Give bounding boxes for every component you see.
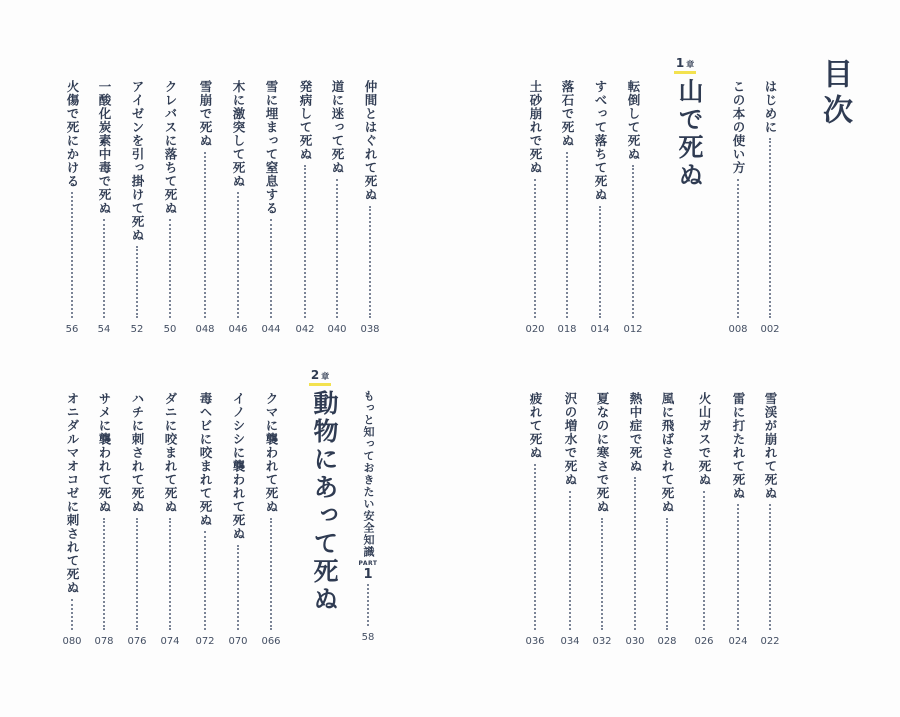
toc-entry-page: 034: [560, 636, 580, 647]
chapter-1-heading: [670, 56, 704, 190]
toc-entry[interactable]: [727, 80, 749, 335]
toc-entry-label: 火山ガスで死ぬ: [697, 392, 712, 487]
toc-entry[interactable]: [624, 392, 646, 647]
chapter-2-underline: [309, 383, 331, 386]
toc-entry[interactable]: [159, 80, 181, 335]
toc-entry-page: 072: [195, 636, 215, 647]
toc-entry-page: 044: [261, 324, 281, 335]
toc-entry[interactable]: [326, 80, 348, 335]
part-1-number: 1: [363, 567, 373, 582]
toc-entry-leader-dots: [103, 518, 105, 631]
toc-entry-label: クマに襲われて死ぬ: [264, 392, 279, 514]
toc-entry-page: 012: [623, 324, 643, 335]
toc-entry-leader-dots: [270, 219, 272, 318]
toc-entry-label: 一酸化炭素中毒で死ぬ: [97, 80, 112, 215]
toc-entry[interactable]: [194, 80, 216, 335]
chapter-1-number-value: 1: [675, 56, 685, 70]
toc-entry-label: ハチに刺されて死ぬ: [130, 392, 145, 514]
toc-entry[interactable]: [759, 80, 781, 335]
toc-entry-leader-dots: [204, 152, 206, 319]
toc-entry-label: 疲れて死ぬ: [528, 392, 543, 460]
toc-entry[interactable]: [260, 392, 282, 647]
toc-entry-leader-dots: [336, 179, 338, 319]
toc-entry[interactable]: [61, 392, 83, 647]
toc-entry-label: 土砂崩れで死ぬ: [528, 80, 543, 175]
toc-entry-leader-dots: [769, 504, 771, 630]
toc-entry-leader-dots: [204, 531, 206, 630]
chapter-1-title: 山で死ぬ: [675, 78, 704, 190]
toc-entry-page: 040: [327, 324, 347, 335]
toc-entry[interactable]: [294, 80, 316, 335]
toc-entry-page: 066: [261, 636, 281, 647]
toc-entry[interactable]: [227, 80, 249, 335]
toc-entry[interactable]: [589, 80, 611, 335]
toc-entry-leader-dots: [304, 165, 306, 318]
toc-entry-leader-dots: [634, 477, 636, 630]
chapter-2-title: 動物にあって死ぬ: [310, 390, 339, 614]
toc-entry-label: 雷に打たれて死ぬ: [731, 392, 746, 500]
toc-entry-leader-dots: [703, 491, 705, 631]
toc-entry-leader-dots: [369, 206, 371, 319]
toc-entry-page: 50: [163, 324, 177, 335]
toc-entry-label: アイゼンを引っ掛けて死ぬ: [130, 80, 145, 242]
toc-entry-label: サメに襲われて死ぬ: [97, 392, 112, 514]
toc-entry-label: 雪崩で死ぬ: [198, 80, 213, 148]
toc-entry-page: 014: [590, 324, 610, 335]
toc-entry-page: 002: [760, 324, 780, 335]
toc-entry[interactable]: [61, 80, 83, 335]
toc-entry-label: 仲間とはぐれて死ぬ: [363, 80, 378, 202]
toc-entry-label: 夏なのに寒さで死ぬ: [595, 392, 610, 514]
toc-entry[interactable]: [727, 392, 749, 647]
toc-entry-label: この本の使い方: [731, 80, 746, 175]
toc-entry-leader-dots: [169, 518, 171, 631]
toc-entry-leader-dots: [737, 504, 739, 630]
toc-entry-label: オニダルマオコゼに刺されて死ぬ: [65, 392, 80, 595]
toc-entry[interactable]: [260, 80, 282, 335]
toc-entry-leader-dots: [632, 165, 634, 318]
toc-entry-page: 020: [525, 324, 545, 335]
part-1-entry[interactable]: [355, 390, 381, 643]
toc-entry[interactable]: [227, 392, 249, 647]
toc-entry-label: 火傷で死にかける: [65, 80, 80, 188]
toc-entry-leader-dots: [601, 518, 603, 631]
toc-entry-label: 木に激突して死ぬ: [231, 80, 246, 188]
toc-entry-page: 026: [694, 636, 714, 647]
toc-entry-page: 030: [625, 636, 645, 647]
toc-entry-leader-dots: [737, 179, 739, 319]
toc-entry-label: 転倒して死ぬ: [626, 80, 641, 161]
toc-entry[interactable]: [194, 392, 216, 647]
toc-entry[interactable]: [524, 80, 546, 335]
chapter-2-heading: [305, 368, 339, 614]
toc-entry-label: クレバスに落ちて死ぬ: [163, 80, 178, 215]
part-1-tag: PART: [358, 560, 378, 567]
toc-entry-label: 雪渓が崩れて死ぬ: [763, 392, 778, 500]
toc-entry[interactable]: [93, 80, 115, 335]
toc-entry[interactable]: [622, 80, 644, 335]
part-1-dots: [367, 584, 369, 626]
toc-entry[interactable]: [524, 392, 546, 647]
part-1-label: もっと知っておきたい安全知識: [362, 390, 375, 558]
toc-title: 目次: [817, 58, 852, 130]
toc-entry-leader-dots: [169, 219, 171, 318]
chapter-2-number-value: 2: [310, 368, 320, 382]
toc-entry-page: 046: [228, 324, 248, 335]
toc-entry-page: 52: [130, 324, 144, 335]
toc-entry-label: 発病して死ぬ: [298, 80, 313, 161]
toc-entry[interactable]: [693, 392, 715, 647]
toc-entry-label: 雪に埋まって窒息する: [264, 80, 279, 215]
toc-entry-leader-dots: [270, 518, 272, 631]
chapter-1-number: [670, 56, 700, 70]
chapter-1-number-suffix: 章: [686, 60, 695, 69]
toc-entry-leader-dots: [136, 246, 138, 318]
toc-entry-page: 070: [228, 636, 248, 647]
toc-entry-leader-dots: [566, 152, 568, 319]
toc-entry-leader-dots: [599, 206, 601, 319]
toc-entry[interactable]: [359, 80, 381, 335]
toc-entry[interactable]: [656, 392, 678, 647]
toc-entry-page: 076: [127, 636, 147, 647]
toc-entry[interactable]: [126, 392, 148, 647]
toc-entry-leader-dots: [769, 138, 771, 318]
toc-entry-page: 54: [97, 324, 111, 335]
toc-entry-label: ダニに咬まれて死ぬ: [163, 392, 178, 514]
toc-entry-label: 熱中症で死ぬ: [628, 392, 643, 473]
toc-entry-page: 080: [62, 636, 82, 647]
toc-entry-label: 沢の増水で死ぬ: [563, 392, 578, 487]
toc-entry-leader-dots: [237, 545, 239, 631]
toc-entry-page: 042: [295, 324, 315, 335]
toc-entry-page: 56: [65, 324, 79, 335]
toc-entry-leader-dots: [666, 518, 668, 631]
toc-entry-page: 038: [360, 324, 380, 335]
toc-entry-page: 022: [760, 636, 780, 647]
chapter-1-underline: [674, 71, 696, 74]
toc-entry-label: 風に飛ばされて死ぬ: [660, 392, 675, 514]
toc-entry-leader-dots: [71, 599, 73, 631]
toc-entry-leader-dots: [569, 491, 571, 631]
toc-entry-label: すべって落ちて死ぬ: [593, 80, 608, 202]
toc-entry-leader-dots: [71, 192, 73, 318]
toc-entry-leader-dots: [237, 192, 239, 318]
part-1-page: 58: [361, 632, 375, 643]
toc-entry-page: 036: [525, 636, 545, 647]
toc-entry-label: 道に迷って死ぬ: [330, 80, 345, 175]
toc-entry-page: 028: [657, 636, 677, 647]
toc-entry-leader-dots: [534, 464, 536, 631]
toc-entry-page: 074: [160, 636, 180, 647]
toc-entry[interactable]: [559, 392, 581, 647]
toc-entry-page: 078: [94, 636, 114, 647]
toc-entry-label: はじめに: [763, 80, 778, 134]
toc-entry-page: 024: [728, 636, 748, 647]
chapter-2-number: [305, 368, 335, 382]
toc-entry-leader-dots: [103, 219, 105, 318]
toc-entry-leader-dots: [136, 518, 138, 631]
toc-entry[interactable]: [591, 392, 613, 647]
toc-entry[interactable]: [93, 392, 115, 647]
toc-entry-label: 毒ヘビに咬まれて死ぬ: [198, 392, 213, 527]
chapter-2-number-suffix: 章: [321, 372, 330, 381]
toc-entry[interactable]: [556, 80, 578, 335]
toc-entry[interactable]: [159, 392, 181, 647]
toc-entry-leader-dots: [534, 179, 536, 319]
toc-entry[interactable]: [759, 392, 781, 647]
toc-entry-page: 018: [557, 324, 577, 335]
toc-entry[interactable]: [126, 80, 148, 335]
toc-entry-page: 048: [195, 324, 215, 335]
toc-entry-label: イノシシに襲われて死ぬ: [231, 392, 246, 541]
toc-entry-page: 008: [728, 324, 748, 335]
toc-entry-label: 落石で死ぬ: [560, 80, 575, 148]
toc-entry-page: 032: [592, 636, 612, 647]
